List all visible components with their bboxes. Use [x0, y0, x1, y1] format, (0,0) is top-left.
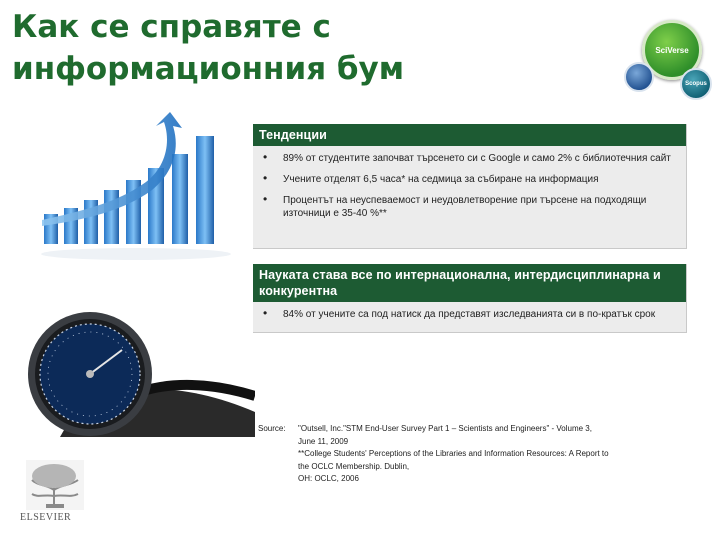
- source-label: Source:: [258, 424, 286, 433]
- source-line: June 11, 2009: [298, 436, 349, 446]
- source-line: **College Students' Perceptions of the Libraries and Information Resources: A Report to: [298, 449, 609, 458]
- list-item: [263, 173, 678, 186]
- sciverse-logo-group: [622, 20, 714, 100]
- trends-heading: Тенденции: [253, 124, 686, 146]
- slide-title: Как се справяте с информационния бум: [12, 9, 405, 87]
- source-note: [258, 423, 708, 486]
- bullet-icon: •: [263, 306, 268, 320]
- list-item: [263, 194, 678, 220]
- science-heading: Науката става все по интернационална, интердисциплинарна и конкурентна: [253, 264, 686, 302]
- bullet-icon: •: [263, 150, 268, 164]
- bullet-text: 84% от учените са под натиск да представят изследванията си в по-кратък срок: [283, 309, 656, 320]
- trends-list: [253, 146, 686, 220]
- growth-bar-illustration: [36, 112, 248, 262]
- scopus-logo: [680, 68, 712, 100]
- source-text: [298, 423, 708, 486]
- elsevier-wordmark: ELSEVIER: [20, 512, 72, 523]
- bullet-icon: •: [263, 171, 268, 185]
- scopus-logo-text: Scopus: [685, 81, 707, 87]
- blue-circle-logo: [624, 62, 654, 92]
- source-line: OH: OCLC, 2006: [298, 474, 359, 483]
- bullet-text: Учените отделят 6,5 часа* на седмица за събиране на информация: [283, 174, 599, 185]
- sciverse-logo-text: SciVerse: [655, 45, 689, 55]
- trends-panel: [253, 124, 687, 249]
- source-line: the OCLC Membership. Dublin,: [298, 461, 410, 471]
- bullet-text: 89% от студентите започват търсенето си с Google и само 2% с библиотечния сайт: [283, 153, 671, 164]
- source-line: "Outsell, Inc."STM End-User Survey Part 1 – Scientists and Engineers" - Volume 3,: [298, 424, 592, 433]
- bullet-text: Процентът на неуспеваемост и неудовлетворение при търсене на подходящи източници е 35-40 %**: [283, 195, 647, 219]
- list-item: [263, 308, 678, 321]
- science-panel: [253, 264, 687, 333]
- list-item: [263, 152, 678, 165]
- blood-pressure-gauge-image: [20, 312, 255, 437]
- science-list: [253, 302, 686, 321]
- bullet-icon: •: [263, 192, 268, 206]
